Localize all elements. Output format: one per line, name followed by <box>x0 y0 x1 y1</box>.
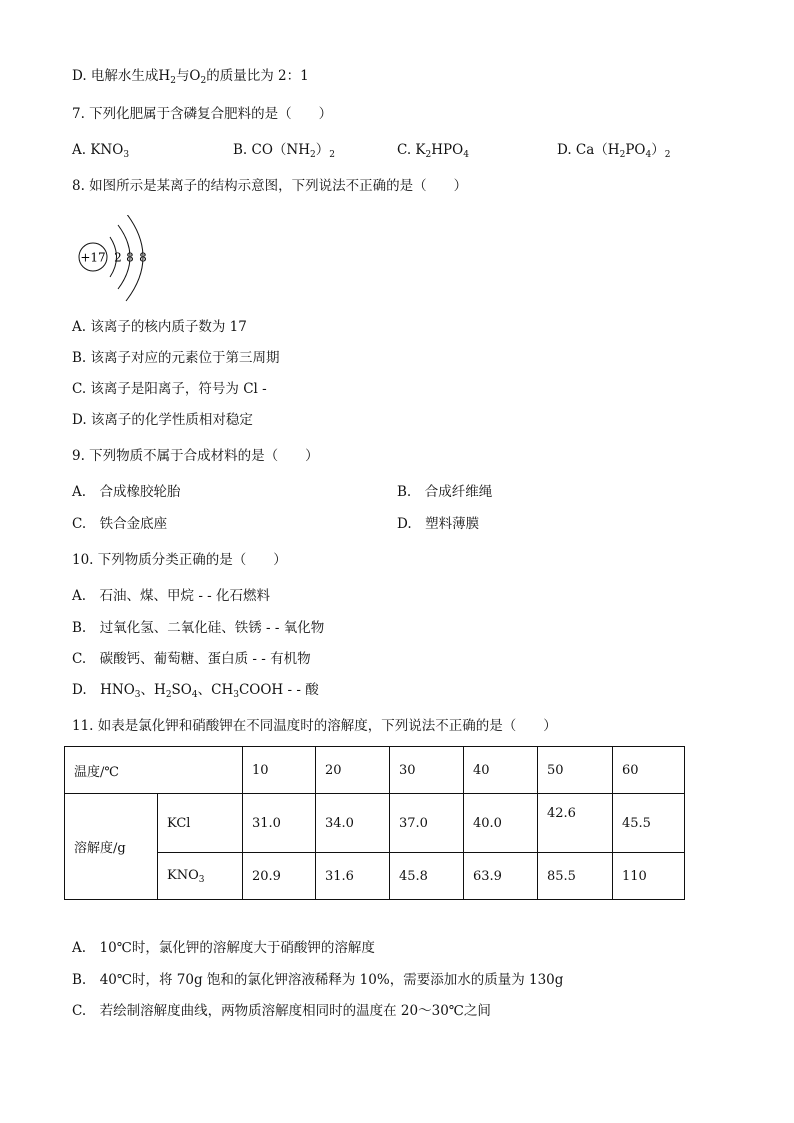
q11-option-a: A. 10℃时，氯化钾的溶解度大于硝酸钾的溶解度 <box>72 940 375 956</box>
q11-option-c: C. 若绘制溶解度曲线，两物质溶解度相同时的温度在 20～30℃之间 <box>72 1003 491 1019</box>
q9-option-c: C. 铁合金底座 <box>72 516 168 532</box>
table-cell: 31.6 <box>316 853 390 900</box>
q9-option-a: A. 合成橡胶轮胎 <box>72 484 181 500</box>
q10-option-a: A. 石油、煤、甲烷 - - 化石燃料 <box>72 588 271 604</box>
table-cell: 31.0 <box>243 794 316 853</box>
q8-option-c: C. 该离子是阳离子，符号为 Cl - <box>72 381 267 397</box>
table-cell: 45.8 <box>390 853 464 900</box>
q9-option-b: B. 合成纤维绳 <box>397 484 493 500</box>
q8-option-d: D. 该离子的化学性质相对稳定 <box>72 412 253 428</box>
table-cell: 42.6 <box>538 794 613 853</box>
table-cell: 37.0 <box>390 794 464 853</box>
q7-option-d: D. $Ca(H_2PO_4)_2$ <box>557 142 671 160</box>
q10-option-c: C. 碳酸钙、葡萄糖、蛋白质 - - 有机物 <box>72 651 311 667</box>
table-cell: 20.9 <box>243 853 316 900</box>
table-row-kcl <box>65 794 685 853</box>
table-label-kcl: KCl <box>158 794 243 853</box>
table-cell: 10 <box>243 747 316 794</box>
nucleus-charge: +17 <box>80 250 106 265</box>
q7-option-a: A. $KNO_3$ <box>72 142 130 160</box>
q10-option-d: D. $HNO_3$、$H_2SO_4$、$CH_3COOH$ - - 酸 <box>72 682 319 700</box>
solubility-table <box>64 746 685 900</box>
q8-option-a: A. 该离子的核内质子数为 17 <box>72 319 247 335</box>
q10-stem: 10. 下列物质分类正确的是（ ） <box>72 552 287 568</box>
q11-stem: 11. 如表是氯化钾和硝酸钾在不同温度时的溶解度，下列说法不正确的是（ ） <box>72 718 557 734</box>
q6-option-d: D. 电解水生成$H_2$与$O_2$的质量比为 2：1 <box>72 68 309 86</box>
table-cell: 40.0 <box>464 794 538 853</box>
table-row-temperature <box>65 747 685 794</box>
shell-2-electrons: 8 <box>126 250 134 265</box>
table-header-solubility: 溶解度/g <box>65 794 158 900</box>
q9-stem: 9. 下列物质不属于合成材料的是（ ） <box>72 448 319 464</box>
q10-option-b: B. 过氧化氢、二氧化硅、铁锈 - - 氧化物 <box>72 620 325 636</box>
q7-stem: 7. 下列化肥属于含磷复合肥料的是（ ） <box>72 106 333 122</box>
ion-structure-diagram <box>74 215 184 305</box>
table-cell: 45.5 <box>613 794 685 853</box>
table-cell: 60 <box>613 747 685 794</box>
shell-1-electrons: 2 <box>114 250 122 265</box>
q9-option-d: D. 塑料薄膜 <box>397 516 480 532</box>
shell-3-electrons: 8 <box>139 250 147 265</box>
q11-option-b: B. 40℃时，将 70g 饱和的氯化钾溶液稀释为 10%，需要添加水的质量为 130g <box>72 972 564 988</box>
q8-option-b: B. 该离子对应的元素位于第三周期 <box>72 350 280 366</box>
q7-option-c: C. $K_2HPO_4$ <box>397 142 469 160</box>
table-cell: 30 <box>390 747 464 794</box>
table-cell: 34.0 <box>316 794 390 853</box>
table-row-kno3 <box>65 853 685 900</box>
table-cell: 50 <box>538 747 613 794</box>
table-label-kno3: $KNO_3$ <box>158 853 243 900</box>
table-cell: 110 <box>613 853 685 900</box>
table-cell: 85.5 <box>538 853 613 900</box>
table-header-temperature: 温度/℃ <box>65 747 243 794</box>
table-cell: 63.9 <box>464 853 538 900</box>
table-cell: 20 <box>316 747 390 794</box>
table-cell: 40 <box>464 747 538 794</box>
q8-stem: 8. 如图所示是某离子的结构示意图，下列说法不正确的是（ ） <box>72 178 468 194</box>
q7-option-b: B. $CO(NH_2)_2$ <box>233 142 335 160</box>
